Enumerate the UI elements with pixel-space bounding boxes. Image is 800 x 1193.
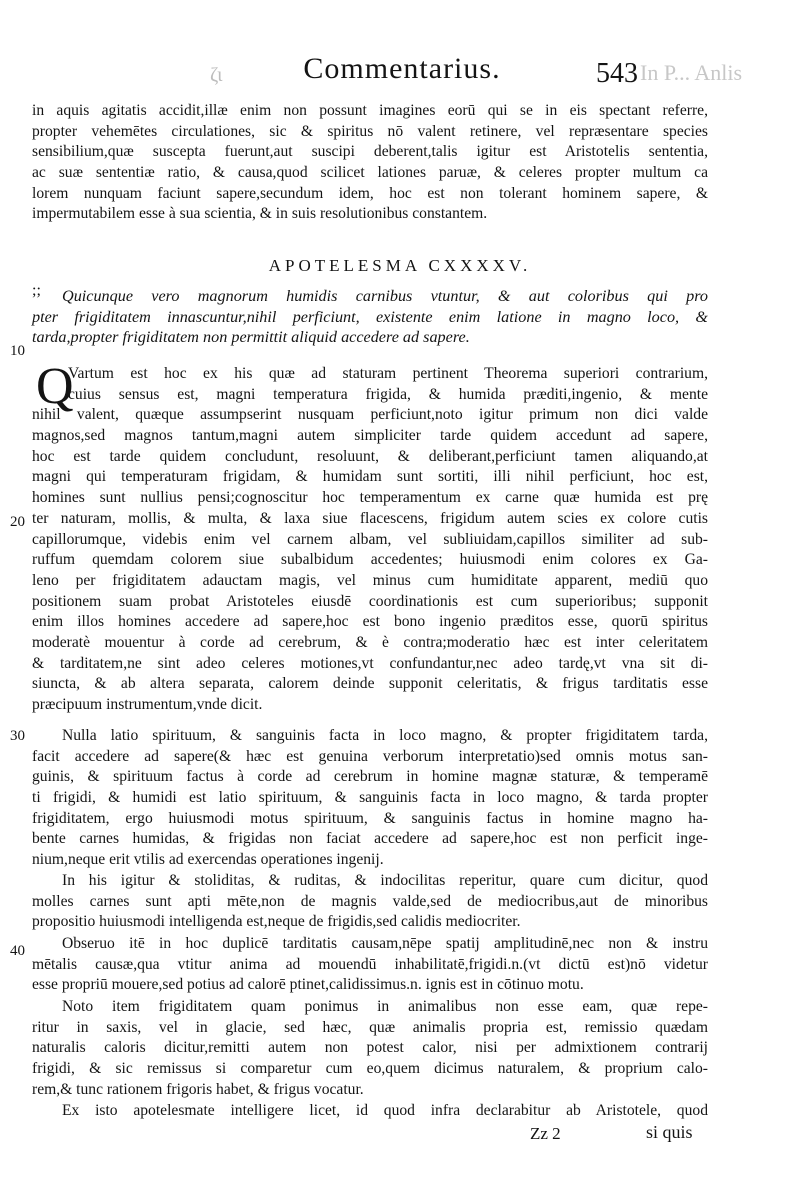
text-line: guinis, & spirituum factus à corde ad cerebrum in homine magnæ staturæ, & temperamē	[32, 768, 708, 786]
text-line: frigiditatem, ergo huiusmodi motus spirituum, & sanguinis factus in homine magno ha-	[32, 809, 708, 827]
text-line: enim illos homines accedere ad sapere,hoc est bono ingenio præditos esse, quorū spiritus	[32, 613, 708, 631]
paragraph-in-his	[32, 871, 708, 933]
text-line: nium,neque erit vtilis ad exercendas operationes ingenij.	[32, 851, 384, 869]
text-line: & tarditatem,ne sint adeo celeres motiones,vt confundantur,nec adeo tardę,vt vna sit di-	[32, 654, 708, 672]
text-line: impermutabilem esse à sua scientia, & in suis resolutionibus constantem.	[32, 205, 488, 223]
margin-line-number: 10	[10, 343, 25, 359]
text-line: homines sunt nullius pensi;cognoscitur hoc temperamentum ex carne quæ humida est prę	[32, 489, 708, 507]
aphorism-italic	[32, 286, 708, 348]
page-number: 543	[596, 58, 638, 89]
text-line: propter vehemētes circulationes, sic & spiritus nō valent retinere, vel repræsentare species	[32, 122, 708, 140]
text-line: Nulla latio spirituum, & sanguinis facta in loco magno, & propter frigiditatem tarda,	[62, 727, 708, 744]
text-line: Quicunque vero magnorum humidis carnibus vtuntur, & aut coloribus qui pro	[62, 287, 708, 305]
paragraph-ex-isto	[32, 1101, 708, 1122]
text-line: positionem suam probat Aristoteles eiusdē coordinationis est cum superioribus; supponit	[32, 592, 708, 610]
running-head-title: Commentarius.	[303, 52, 501, 85]
text-line: ruffum quemdam colorem siue subalbidum accedentes; huiusmodi enim colores ex Ga-	[32, 551, 708, 569]
text-line: leno per frigiditatem adauctam magis, vel minus cum humiditate apparent, mediū quo	[32, 571, 708, 589]
text-line: Obseruo itē in hoc duplicē tarditatis causam,nēpe spatij amplitudinē,nec non & instru	[62, 935, 708, 952]
drop-cap: Q	[36, 358, 74, 415]
text-line: moderatè mouentur à corde ad cerebrum, & è contra;moderatio hæc est inter celeritatem	[32, 633, 708, 651]
paragraph-nulla	[32, 726, 708, 871]
text-line: Vartum est hoc ex his quæ ad staturam pertinent Theorema superiori contrarium,	[68, 365, 708, 382]
margin-mark: ;;	[32, 282, 41, 299]
signature-mark: Zz 2	[530, 1124, 561, 1143]
text-line: ter naturam, mollis, & multa, & laxa siue flacescens, frigidum autem scies ex colore cutis	[32, 509, 708, 527]
text-line: præcipuum instrumentum,vnde dicit.	[32, 696, 263, 713]
text-line: ti frigidi, & humidi est latio spirituum, & sanguinis facta in loco magno, & tarda propter	[32, 789, 708, 807]
text-line: Ex isto apotelesmate intelligere licet, id quod infra declarabitur ab Aristotele, quod	[62, 1102, 708, 1119]
section-heading: APOTELESMA CXXXXV.	[268, 256, 532, 275]
paragraph-noto	[32, 997, 708, 1100]
text-line: molles carnes sunt apti mēte,non de magnis valde,sed de mediocribus,aut de minoribus	[32, 892, 708, 910]
text-line: tarda,propter frigiditatem non permittit aliquid accedere ad sapere.	[32, 328, 470, 347]
catchword: si quis	[646, 1122, 693, 1142]
text-line: rem,& tunc rationem frigoris habet, & frigus vocatur.	[32, 1080, 364, 1098]
text-line: capillorumque, videbis enim vel carnem albam, vel subliuidam,capillos similiter ad sub-	[32, 530, 708, 548]
text-line: cuius sensus est, magni temperatura frigida, & humida præditi,ingenio, & mente	[68, 385, 708, 403]
text-line: propositio huiusmodi intelligenda est,neque de frigidis,sed calidis mediocriter.	[32, 913, 521, 931]
text-line: sensibilium,quæ suscepta fuerunt,aut suscipi deberent,talis igitur est Aristotelis sententia,	[32, 143, 708, 161]
text-line: magni qui temperaturam frigidam, & humidam sunt sortiti, illi nihil perficiunt, hoc est,	[32, 468, 708, 486]
margin-line-number: 30	[10, 728, 25, 744]
text-line: lorem nunquam faciunt sapere,secundum idem, hoc est non tolerant hominem sapere, &	[32, 184, 708, 202]
text-line: frigidi, & sic remissus si comparetur cum eo,quem dicimus naturalem, & proprium calo-	[32, 1060, 708, 1078]
text-line: ac suæ sententiæ ratio, & causa,quod scilicet lationes paruæ, & celeres propter multum ca	[32, 164, 708, 182]
text-line: esse propriū mouere,sed potius ad calorē ptinet,calidissimus.n. ignis est in cōtinuo motu.	[32, 976, 584, 994]
margin-line-number: 20	[10, 514, 25, 530]
text-line: hoc est tarde quidem concludunt, resoluunt, & deliberant,perficiunt tamen aliquando,at	[32, 447, 708, 465]
text-line: magnos,sed magnos tantum,magni autem simpliciter tarde quidem accedunt ad sapere,	[32, 427, 708, 445]
paragraph-obseruo	[32, 934, 708, 996]
paragraph-main	[32, 364, 708, 716]
text-line: bente carnes humidas, & frigidas non faciat accedere ad sapere,hoc est non perficit inge-	[32, 830, 708, 848]
text-line: pter frigiditatem innascuntur,nihil perficiunt, existente enim latione in magno loco, &	[32, 307, 708, 326]
margin-line-number: 40	[10, 943, 25, 959]
text-line: in aquis agitatis accidit,illæ enim non possunt imagines eorū qui se in eis spectant referre,	[32, 102, 708, 119]
text-line: nihil valent, quæque assumpserint nusquam perficiunt,noto igitur primum non dici valde	[32, 406, 708, 424]
text-line: In his igitur & stoliditas, & ruditas, & indocilitas reperitur, quare cum dicitur, quod	[62, 872, 708, 889]
text-line: Noto item frigiditatem quam ponimus in animalibus non esse eam, quæ repe-	[62, 998, 708, 1015]
text-line: mētalis causæ,qua vtitur anima ad mouendū inhabilitatē,frigidi.n.(vt dictū est)nō videtur	[32, 955, 708, 973]
text-line: facit accedere ad sapere(& hæc est genuina verborum interpretatio)sed omnis motus san-	[32, 747, 708, 765]
text-line: ritur in saxis, vel in glacie, sed hæc, quæ animalis propria est, remissio quædam	[32, 1018, 708, 1036]
text-line: siuncta, & ab altera separata, calorem deinde supponit celeritatis, & frigus tarditatis esse	[32, 675, 708, 693]
paragraph-top	[32, 101, 708, 225]
text-line: naturalis caloris dicitur,remitti autem non potest calor, nisi per admixtionem contrarij	[32, 1039, 708, 1057]
bleed-through-text-left: ζι	[210, 64, 223, 86]
bleed-through-text-right: In P... Anlis	[640, 60, 743, 85]
